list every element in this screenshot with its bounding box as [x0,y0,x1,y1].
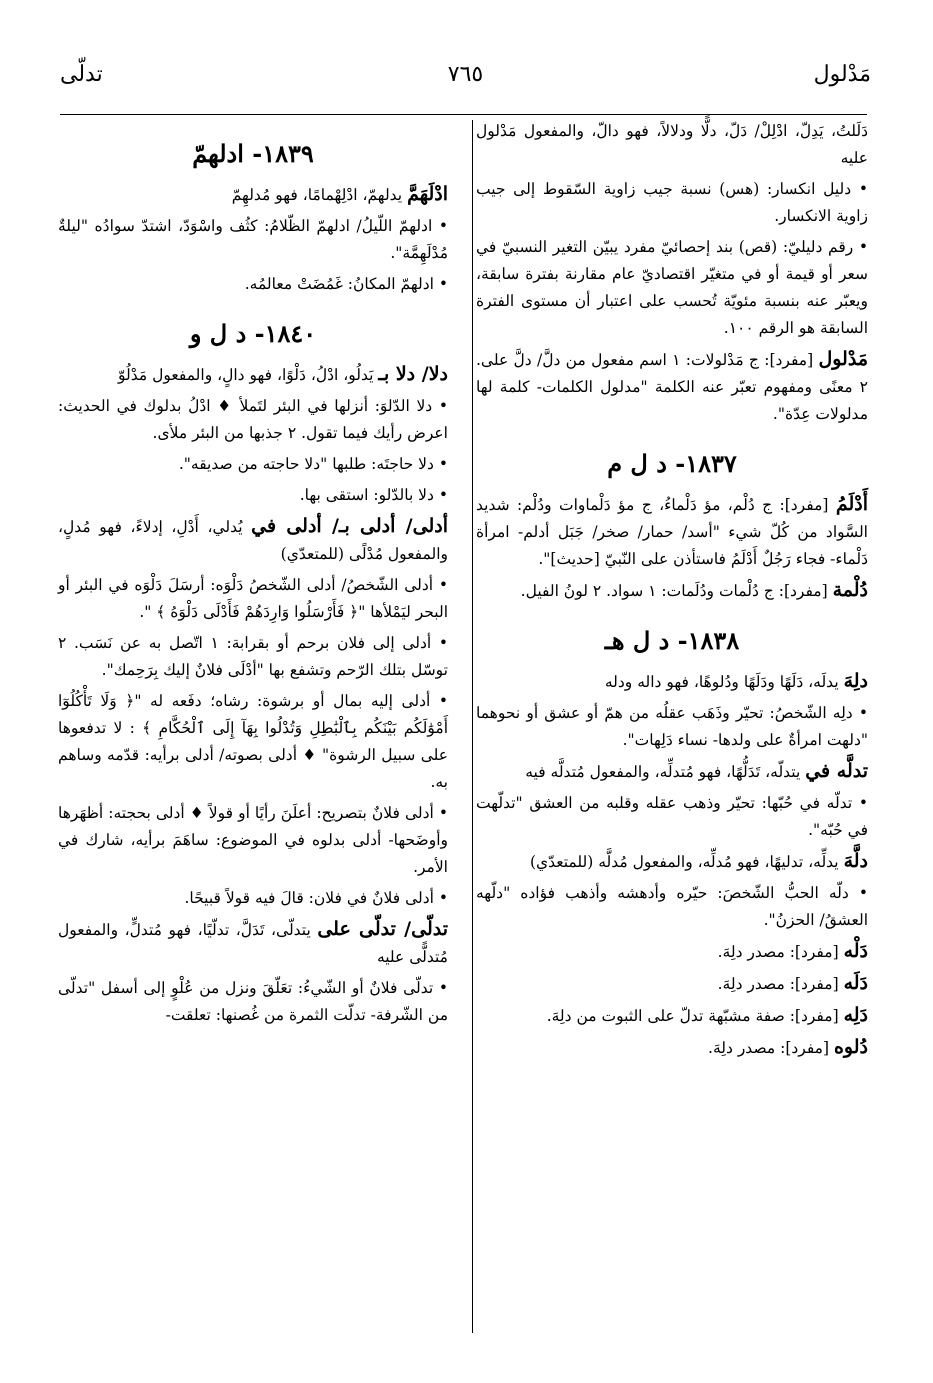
dictionary-entry [476,346,868,428]
dictionary-entry [476,848,868,876]
left-column [58,118,448,1033]
sense-bullet: • دلِه الشّخصُ: تحيّر وذَهَب عقلُه من همّ أو عشق أو نحوهما "دلهت امرأةٌ على ولدها- نساء دَلِهات". [476,704,868,749]
entry-definition: يُدلي، أَدْلِ، إدلاءً، فهو مُدلٍ، والمفعول مُدْلًى (للمتعدّي) [58,518,448,563]
sense-bullet: • رقم دليليّ: (قص) بند إحصائيّ مفرد يبيّن التغير النسبيّ في سعر أو قيمة أو في متغيّر اقتصاديّ عام مقارنة بفترة سابقة، ويعبّر عنه بنسبة مئويّة تُحسب على اعتبار أن مستوى الفترة السابقة هو الرقم ١٠٠. [476,238,868,337]
entry-definition: يدلِّه، تدليهًا، فهو مُدلِّه، والمفعول مُدلَّه (للمتعدّي) [529,853,844,871]
entry-headword: تدلّى/ تدلّى على [317,918,448,940]
root-heading: ١٨٣٨- د ل هـ [604,626,740,655]
sense-bullet: • أدلى فلانٌ بتصريح: أعلَنَ رأيًا أو قولاً ♦ أدلى بحجته: أظهَرها وأوضَحها- أدلى بدلوه في الموضوع: ساهَمَ برأيه، شارك في الأمر. [58,804,448,876]
dictionary-entry [476,577,868,605]
sense-bullet: • دلا بالدّلو: استقى بها. [299,486,448,504]
entry-headword: دَلِه [843,1004,868,1026]
dictionary-entry [476,758,868,786]
dictionary-entry [476,668,868,696]
sense-bullet: • دلّه الحبُّ الشّخصَ: حيّره وأدهشه وأذهب فؤاده "دلّهه العشقُ/ الحزنُ". [476,884,868,929]
entry-definition: يتدلّه، تَدَلُّهًا، فهو مُتدلِّه، والمفعول مُتدلَّه فيه [525,763,806,781]
dictionary-entry [476,1034,868,1062]
dictionary-entry [58,361,448,389]
header-left-guide-word: تدلّى [60,62,103,87]
sense-bullet: • تدلّى فلانٌ أو الشّيءُ: تعَلّقَ ونزل من عُلْوٍ إلى أسفل "تدلّى من الشّرفة- تدلّت الثمرة من غُصنها: تعلقت- [58,979,448,1024]
entry-headword: دلا/ دلا بـ [378,363,448,385]
sense-bullet: • دلا الدّلوَ: أنزلها في البئر لتَملأ ♦ ادْلُ بدلوك في الحديث: اعرض رأيك فيما تقول. ٢ جذبها من البئر ملأى. [58,397,448,442]
entry-definition: [مفرد]: ج دُلْم، مؤ دَلْماءُ، ج مؤ دَلْماوات ودُلْم: شديد السَّواد من كُلّ شيء "أسد/ حمار/ صخر/ جَبَل أدلم- امرأة دَلْماء- فجاء رَجُلٌ أَدْلَمُ فاستأذن على النّبيّ [حديث]". [476,496,868,568]
header-rule [60,114,867,115]
root-heading: ١٨٣٩- ادلهمّ [192,139,314,168]
entry-headword: دلَّهَ [843,850,868,872]
entry-headword: تدلَّه في [805,760,868,782]
dictionary-entry [476,1002,868,1030]
sense-bullet: • أدلى إليه بمال أو برشوة: رشاه؛ دفَعه له "﴿ وَلَا تَأْكُلُوٓا أَمْوَٰلَكُم بَيْنَكُم بِٱلْبَٰطِلِ وَتُدْلُوا بِهَآ إِلَى ٱلْحُكَّامِ ﴾ : لا تدفعوها على سبيل الرشوة" ♦ أدلى بصوته/ أدلى برأيه: قدّمه وساهم به. [58,692,448,791]
dictionary-entry [58,181,448,209]
sense-bullet: • دليل انكسار: (هس) نسبة جيب زاوية السّقوط إلى جيب زاوية الانكسار. [476,180,868,225]
entry-headword: أدلى/ أدلى بـ/ أدلى في [251,515,448,537]
entry-definition: يتدلّى، تَدَلَّ، تدلّيًا، فهو مُتدلٍّ، والمفعول مُتدلًّى عليه [58,921,448,966]
entry-continuation: دَلَلتُ، يَدِلّ، ادْلِلْ/ دَلّ، دلًّا ودلالاً، فهو دالّ، والمفعول مَدْلول عليه [476,122,868,167]
entry-definition: [مفرد]: ج مَدْلولات: ١ اسم مفعول من دلَّ/ دلَّ على. ٢ معنًى ومفهوم تعبّر عنه الكلمة "مدلول الكلمات- كلمة لها مدلولات عِدّة". [476,351,868,423]
entry-definition: [مفرد]: صفة مشبّهة تدلّ على الثبوت من دلِهَ. [546,1007,844,1025]
entry-definition: يدلهمّ، ادْلِهْمامًا، فهو مُدلهِمّ [231,186,408,204]
right-column [476,118,868,1066]
dictionary-entry [476,938,868,966]
root-heading: ١٨٤٠- د ل و [189,319,317,348]
sense-bullet: • أدلى فلانٌ في فلان: قالَ فيه قولاً قبيحًا. [184,889,448,907]
entry-definition: [مفرد]: مصدر دلِهَ. [708,1039,834,1057]
sense-bullet: • أدلى إلى فلان برحم أو بقرابة: ١ اتّصل به عن نَسَب. ٢ توسّل بتلك الرّحم وتشفع بها "أدْلَى فلانٌ إليك بِرَحِمك". [58,634,448,679]
entry-headword: أَدْلَمُ [835,493,868,515]
dictionary-entry [58,916,448,971]
entry-headword: دُلوه [833,1036,868,1058]
dictionary-entry [476,491,868,573]
entry-definition: يَدلُو، ادْلُ، دَلْوًا، فهو دالٍ، والمفعول مَدْلُوّ [118,366,379,384]
page-header [60,62,871,102]
sense-bullet: • ادلهمّ اللّيلُ/ ادلهمّ الظّلامُ: كثُف واسْوَدّ، اشتدّ سوادُه "ليلةٌ مُدْلَهِمَّة". [58,217,448,262]
sense-bullet: • ادلهمّ المكانُ: غَمُضَتْ معالمُه. [244,275,448,293]
page-number: ٧٦٥ [447,62,484,87]
entry-headword: ادْلَهَمَّ [407,183,448,205]
entry-definition: [مفرد]: مصدر دلِهَ. [717,943,844,961]
entry-definition: [مفرد]: مصدر دلِهَ. [717,975,844,993]
sense-bullet: • تدلّه في حُبّها: تحيّر وذهب عقله وقلبه من العشق "تدلّهت في حُبّه". [476,794,868,839]
header-right-guide-word: مَدْلول [813,62,871,87]
entry-headword: دَلْه [843,940,868,962]
entry-headword: دَلَه [843,972,868,994]
entry-headword: دُلْمة [832,579,868,601]
dictionary-entry [58,513,448,568]
entry-headword: مَدْلول [818,348,868,370]
dictionary-entry [476,970,868,998]
sense-bullet: • دلا حاجتَه: طلبها "دلا حاجته من صديقه". [178,455,448,473]
entry-headword: دلِهَ [843,670,868,692]
root-heading: ١٨٣٧- د ل م [607,449,737,478]
entry-definition: [مفرد]: ج دُلْمات ودُلَمات: ١ سواد. ٢ لونُ الفيل. [520,582,833,600]
column-divider [472,120,473,1333]
sense-bullet: • أدلى الشّخصُ/ أدلى الشّخصُ دَلْوَه: أرسَلَ دَلْوَه في البئر أو البحر ليَمْلأها "﴿ فَأَرْسَلُوا وَارِدَهُمْ فَأَدْلَى دَلْوَهُ ﴾ ". [58,576,448,621]
entry-definition: يدلَه، دَلَهًا ودَلَهًا ودُلوهًا، فهو داله ودله [604,673,844,691]
